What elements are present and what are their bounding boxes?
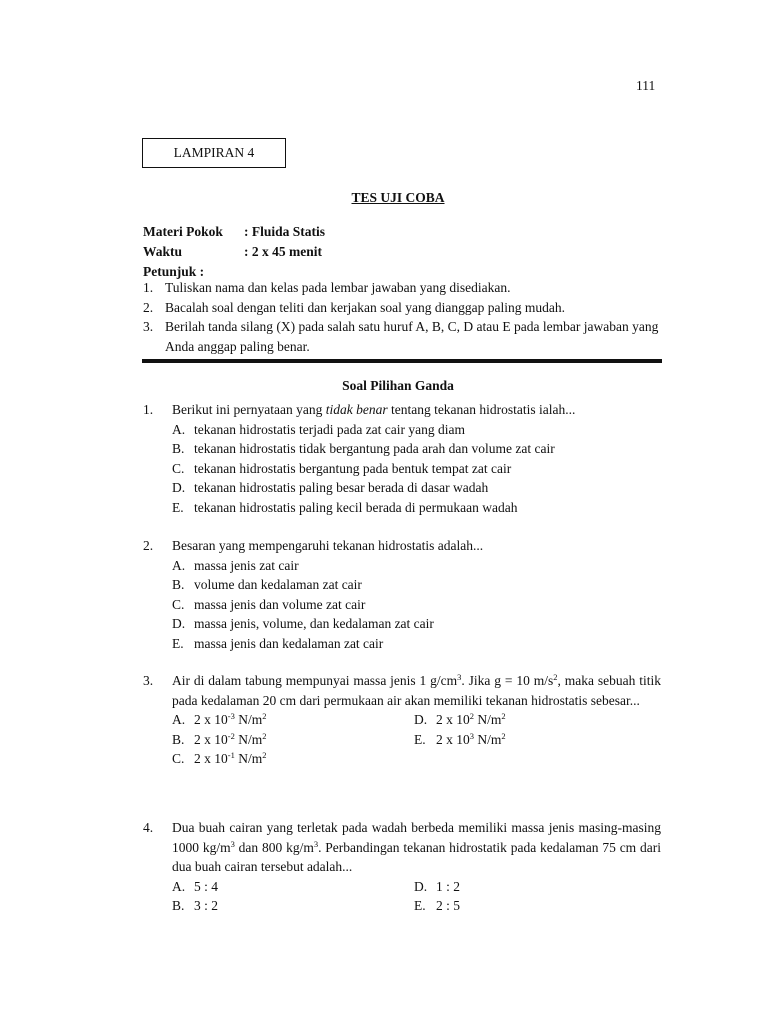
instruction-text: Berilah tanda silang (X) pada salah satu huruf A, B, C, D atau E pada lembar jawaban yang Anda anggap paling benar.	[165, 319, 659, 354]
option-letter: E.	[414, 898, 426, 913]
answer-options	[172, 556, 661, 654]
option-text	[436, 710, 506, 730]
instructions-heading: Petunjuk :	[143, 264, 205, 279]
question-text	[172, 818, 661, 877]
option-letter: A.	[172, 878, 186, 894]
answer-option	[172, 459, 661, 479]
answer-option	[172, 498, 661, 518]
superscript: -1	[227, 750, 235, 760]
answer-option	[172, 896, 414, 916]
question-number: 4.	[143, 820, 154, 835]
answer-option	[172, 420, 661, 440]
answer-option	[172, 478, 661, 498]
meta-row-subject	[143, 222, 325, 242]
question-text-part: . Perbandingan tekanan hidrostatik pada kedalaman 75 cm dari dua buah cairan tersebut adalah...	[172, 839, 661, 874]
option-letter: A.	[172, 712, 186, 727]
option-letter: C.	[172, 596, 185, 612]
meta-value: : 2 x 45 menit	[244, 243, 322, 259]
option-letter: B.	[172, 898, 185, 913]
superscript: -2	[227, 730, 235, 741]
superscript: 3	[230, 838, 235, 849]
superscript: 3	[313, 838, 319, 849]
option-text: 2 : 5	[436, 898, 461, 913]
option-text: tekanan hidrostatis paling besar berada di dasar wadah	[194, 480, 489, 495]
answer-option	[172, 439, 661, 459]
option-letter: D.	[414, 712, 428, 727]
option-letter: B.	[172, 731, 185, 747]
answer-option	[172, 877, 414, 897]
option-text	[194, 730, 266, 750]
meta-key: Materi Pokok	[143, 224, 223, 239]
option-text: 3 : 2	[194, 898, 219, 913]
test-meta	[143, 222, 325, 261]
meta-key: Waktu	[143, 243, 183, 259]
option-base: 2 x 10	[194, 712, 228, 727]
option-letter: D.	[414, 878, 428, 894]
question-number: 2.	[143, 538, 154, 553]
document-title: TES UJI COBA	[351, 190, 445, 205]
option-base: 2 x 10	[436, 731, 470, 747]
question-text-part: . Jika g = 10 m/s	[461, 673, 554, 688]
superscript: 2	[262, 711, 267, 721]
instruction-item	[143, 317, 663, 356]
instruction-text: Bacalah soal dengan teliti dan kerjakan soal yang dianggap paling mudah.	[165, 299, 565, 315]
option-base: 2 x 10	[194, 731, 228, 747]
appendix-label-box	[142, 138, 286, 168]
option-text: massa jenis dan kedalaman zat cair	[194, 635, 384, 651]
meta-row-time	[143, 242, 325, 262]
option-letter: B.	[172, 441, 185, 456]
instruction-number: 1.	[143, 280, 154, 295]
superscript: 2	[262, 750, 267, 760]
answer-option	[172, 614, 661, 634]
option-text	[436, 730, 506, 750]
option-letter: A.	[172, 557, 186, 573]
answer-options	[172, 877, 661, 916]
question-number: 3.	[143, 673, 154, 688]
option-text: 5 : 4	[194, 878, 219, 894]
instruction-item	[143, 298, 663, 318]
superscript: 2	[501, 711, 506, 721]
answer-option	[414, 896, 661, 916]
option-text: massa jenis, volume, dan kedalaman zat cair	[194, 616, 434, 631]
superscript: -3	[227, 711, 235, 721]
option-text: volume dan kedalaman zat cair	[194, 577, 362, 592]
answer-option	[414, 710, 661, 730]
option-text: tekanan hidrostatis terjadi pada zat cair yang diam	[194, 421, 466, 437]
option-letter: C.	[172, 751, 185, 766]
option-letter: A.	[172, 421, 186, 437]
question-text-part: Dua buah cairan yang terletak pada wadah berbeda memiliki massa jenis masing-masing 1000 kg/m	[172, 820, 661, 855]
question-text-part: Berikut ini pernyataan yang	[172, 402, 326, 417]
question-text-part: tentang tekanan hidrostatis ialah...	[387, 402, 576, 417]
question-3	[143, 671, 661, 769]
option-base: 2 x 10	[436, 712, 470, 727]
option-text: 1 : 2	[436, 878, 461, 894]
option-text	[194, 749, 266, 769]
option-base: 2 x 10	[194, 751, 228, 766]
superscript: 3	[469, 730, 474, 741]
option-text: tekanan hidrostatis bergantung pada bentuk tempat zat cair	[194, 460, 512, 476]
superscript: 2	[553, 672, 558, 682]
option-text: massa jenis dan volume zat cair	[194, 596, 366, 612]
instructions-list	[143, 278, 663, 356]
option-letter: E.	[414, 731, 426, 747]
question-number: 1.	[143, 402, 154, 417]
answer-option	[172, 730, 414, 750]
section-divider	[142, 359, 662, 363]
question-text: Besaran yang mempengaruhi tekanan hidrostatis adalah...	[172, 538, 484, 553]
section-title: Soal Pilihan Ganda	[342, 378, 454, 393]
option-letter: B.	[172, 577, 185, 592]
answer-option	[414, 877, 661, 897]
option-text: tekanan hidrostatis tidak bergantung pada arah dan volume zat cair	[194, 441, 555, 456]
question-2	[143, 536, 661, 653]
instruction-number: 2.	[143, 299, 154, 315]
instruction-item	[143, 278, 663, 298]
question-text	[172, 671, 661, 710]
instruction-text: Tuliskan nama dan kelas pada lembar jawaban yang disediakan.	[165, 280, 511, 295]
superscript: 2	[262, 730, 267, 741]
meta-value: : Fluida Statis	[244, 224, 326, 239]
answer-option	[172, 595, 661, 615]
answer-options	[172, 420, 661, 518]
question-text-part: dan 800 kg/m	[234, 839, 314, 855]
answer-options	[172, 710, 661, 769]
superscript: 2	[469, 711, 474, 721]
answer-option	[172, 634, 661, 654]
answer-option	[172, 749, 414, 769]
question-text-part: , maka sebuah titik pada kedalaman 20 cm dari permukaan air akan memiliki tekanan hidrostatis sebesar...	[172, 673, 661, 708]
option-letter: C.	[172, 460, 185, 476]
option-letter: D.	[172, 616, 186, 631]
question-text-part: Air di dalam tabung mempunyai massa jenis 1 g/cm	[172, 673, 458, 688]
answer-option	[172, 556, 661, 576]
answer-option	[172, 710, 414, 730]
answer-option	[172, 575, 661, 595]
superscript: 2	[501, 730, 506, 741]
question-4	[143, 818, 661, 916]
appendix-label: LAMPIRAN 4	[173, 145, 255, 160]
answer-option	[414, 730, 661, 750]
option-unit: N/m	[234, 731, 263, 747]
option-text: tekanan hidrostatis paling kecil berada di permukaan wadah	[194, 499, 518, 515]
option-unit: N/m	[234, 712, 263, 727]
option-letter: D.	[172, 480, 186, 495]
option-letter: E.	[172, 635, 184, 651]
option-unit: N/m	[474, 731, 502, 747]
superscript: 3	[457, 672, 462, 682]
page-number: 111	[636, 78, 656, 93]
option-text	[194, 710, 266, 730]
question-text-emphasis: tidak benar	[325, 402, 388, 417]
question-1	[143, 400, 661, 517]
instruction-number: 3.	[143, 319, 154, 334]
option-letter: E.	[172, 499, 184, 515]
option-text: massa jenis zat cair	[194, 557, 299, 573]
option-unit: N/m	[234, 751, 263, 766]
question-text	[172, 400, 661, 420]
option-unit: N/m	[474, 712, 502, 727]
